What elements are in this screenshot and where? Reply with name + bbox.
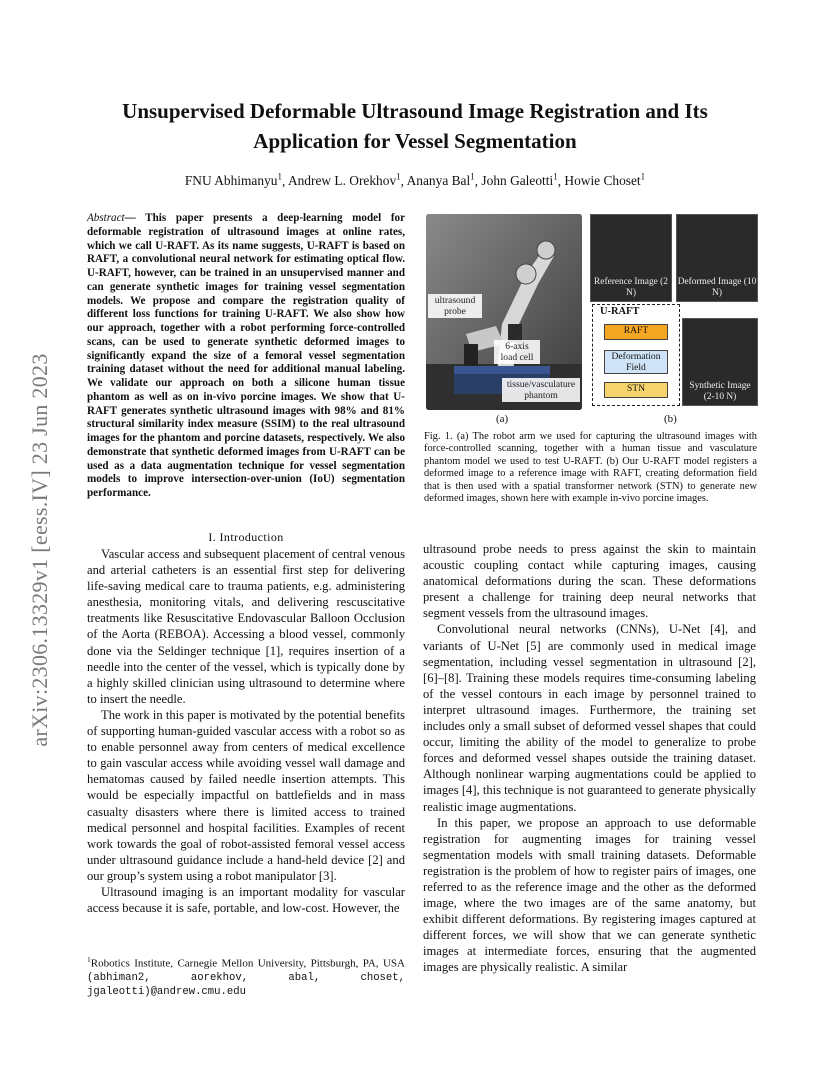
- probe-callout: ultrasound probe: [428, 294, 482, 318]
- footnote-emails: (abhiman2, aorekhov, abal, choset, jgaleotti)@andrew.cmu.edu: [87, 971, 405, 999]
- stn-block: STN: [604, 382, 668, 398]
- abstract-lead: Abstract: [87, 212, 125, 224]
- footnote-text: Robotics Institute, Carnegie Mellon University, Pittsburgh, PA, USA: [90, 957, 405, 970]
- paragraph: Vascular access and subsequent placement of central venous and arterial catheters is an essential first step for delivering life-saving medical care to trauma patients, e.g. administering anesthesia, monitoring vitals, and delivering rescuscitative treatments like Resuscitative Endovascular Balloon Occlusion of the Aorta (REBOA). Accessing a blood vessel, commonly done via the Seldinger technique [1], requires insertion of a needle into the center of the vessel, which is typically done by a highly skilled clinician using ultrasound to determine where to insert the needle.: [87, 547, 405, 706]
- affiliation-footnote: [87, 953, 405, 999]
- synthetic-image: Synthetic Image (2-10 N): [682, 318, 758, 406]
- author: John Galeotti$^1$: [481, 172, 558, 189]
- arxiv-stamp: [20, 290, 60, 810]
- figure-caption: Fig. 1. (a) The robot arm we used for capturing the ultrasound images with force-controlled scanning, together with a human tissue and vasculature phantom model we used to test U-RAFT. (b) Our U-RAFT model registers a deformed image to a reference image with RAFT, creating deformation field that is then used with a spatial transformer network (STN) to generate new deformed images, shown here with example in-vivo porcine images.: [424, 431, 757, 505]
- panel-b-label: (b): [664, 413, 677, 425]
- footnote-mark: 1: [87, 955, 91, 964]
- robot-photo: [426, 214, 582, 410]
- raft-block: RAFT: [604, 324, 668, 340]
- phantom-callout: tissue/vasculature phantom: [502, 378, 580, 402]
- load-cell-callout: 6-axis load cell: [494, 340, 540, 364]
- paragraph: ultrasound probe needs to press against the skin to maintain acoustic coupling contact while capturing images, causing anatomical deformations during the scan. These deformations present a challenge for training deep neural networks that segment vessels from the ultrasound images.: [423, 542, 756, 621]
- author-list: FNU Abhimanyu$^1$, Andrew L. Orekhov$^1$, Ananya Bal$^1$, John Galeotti$^1$, Howie Choset$^1$: [184, 172, 646, 189]
- author: Howie Choset$^1$: [564, 172, 646, 189]
- uraft-label: U-RAFT: [600, 306, 640, 317]
- abstract: [87, 212, 405, 501]
- deformed-image: Deformed Image (10 N): [676, 214, 758, 302]
- author: Andrew L. Orekhov$^1$: [287, 172, 401, 189]
- panel-a-label: (a): [496, 413, 509, 425]
- paragraph: The work in this paper is motivated by the potential benefits of supporting human-guided vascular access with a robot so as to enable personnel away from centers of medical excellence to gain vascular access while avoiding vessel wall damage and hematomas caused by failed needle insertion attempts. This would be especially impactful on battlefields and in mass casualty disasters where there is limited access to trained medical personnel and hospital facilities. Examples of recent work towards the goal of robot-assisted femoral vessel access under ultrasound guidance include a hand-held device [2] and our group’s system using a robot manipulator [3].: [87, 707, 405, 883]
- abstract-text: — This paper presents a deep-learning model for deformable registration of ultrasound images at online rates, which we call U-RAFT. As its name suggests, U-RAFT is based on RAFT, a convolutional neural network for estimating optical flow. U-RAFT, however, can be trained in an unsupervised manner and can generate synthetic images for training vessel segmentation models. We propose and compare the registration quality of different loss functions for training U-RAFT. We also show how our approach, together with a robot performing force-controlled scans, can be used to generate synthetic deformed images to significantly expand the size of a femoral vessel segmentation training dataset without the need for additional manual labeling. We validate our approach on both a silicone human tissue phantom as well as on in-vivo porcine images. We show that U-RAFT generates synthetic ultrasound images with 98% and 81% structural similarity index measure (SSIM) to the real ultrasound images for the phantom and porcine datasets, respectively. We also demonstrate that synthetic deformed images from U-RAFT can be used as a data augmentation technique for vessel segmentation models to improve intersection-over-union (IoU) segmentation performance.: [87, 212, 405, 499]
- paragraph: In this paper, we propose an approach to use deformable registration for augmenting images for training vessel segmentation models with small training datasets. Deformable registration is the problem of how to register pairs of images, one referred to as the reference image and the other as the deformed image, where the two images are of the same anatomy, but exhibit different deformations. By registering images captured at different forces, we will show that we can generate synthetic images at intermediate forces, ensuring that the augmented images are physically realistic. A similar: [423, 815, 756, 975]
- left-column-body: [87, 546, 405, 916]
- paragraph: Ultrasound imaging is an important modality for vascular access because it is safe, portable, and low-cost. However, the: [87, 884, 405, 916]
- author: FNU Abhimanyu$^1$: [184, 172, 282, 189]
- arxiv-stamp-text: arXiv:2306.13329v1 [eess.IV] 23 Jun 2023: [27, 353, 52, 747]
- deformation-field-block: Deformation Field: [604, 350, 668, 374]
- reference-image: Reference Image (2 N): [590, 214, 672, 302]
- section-heading: I. Introduction: [208, 530, 284, 544]
- paper-title: Unsupervised Deformable Ultrasound Image Registration and Its Application for Vessel Segmentation: [122, 99, 708, 153]
- right-column-body: [423, 541, 756, 976]
- uraft-diagram: [590, 214, 757, 410]
- paragraph: Convolutional neural networks (CNNs), U-Net [4], and variants of U-Net [5] are commonly used in medical image segmentation, including vessel segmentation in ultrasound [2], [6]–[8]. Training these models requires time-consuming labeling of the vessel contours in each image by personnel trained to interpret ultrasound images. Furthermore, the training set includes only a small subset of deformed vessel shapes that could occur, limiting the ability of the model to generalize to probe forces and deformed vessel shapes outside the training dataset. Although nonlinear warping augmentations could be applied to images [4], this technique is not guaranteed to generate physically realistic image augmentations.: [423, 622, 756, 814]
- figure-1: [424, 212, 757, 427]
- author: Ananya Bal$^1$: [406, 172, 475, 189]
